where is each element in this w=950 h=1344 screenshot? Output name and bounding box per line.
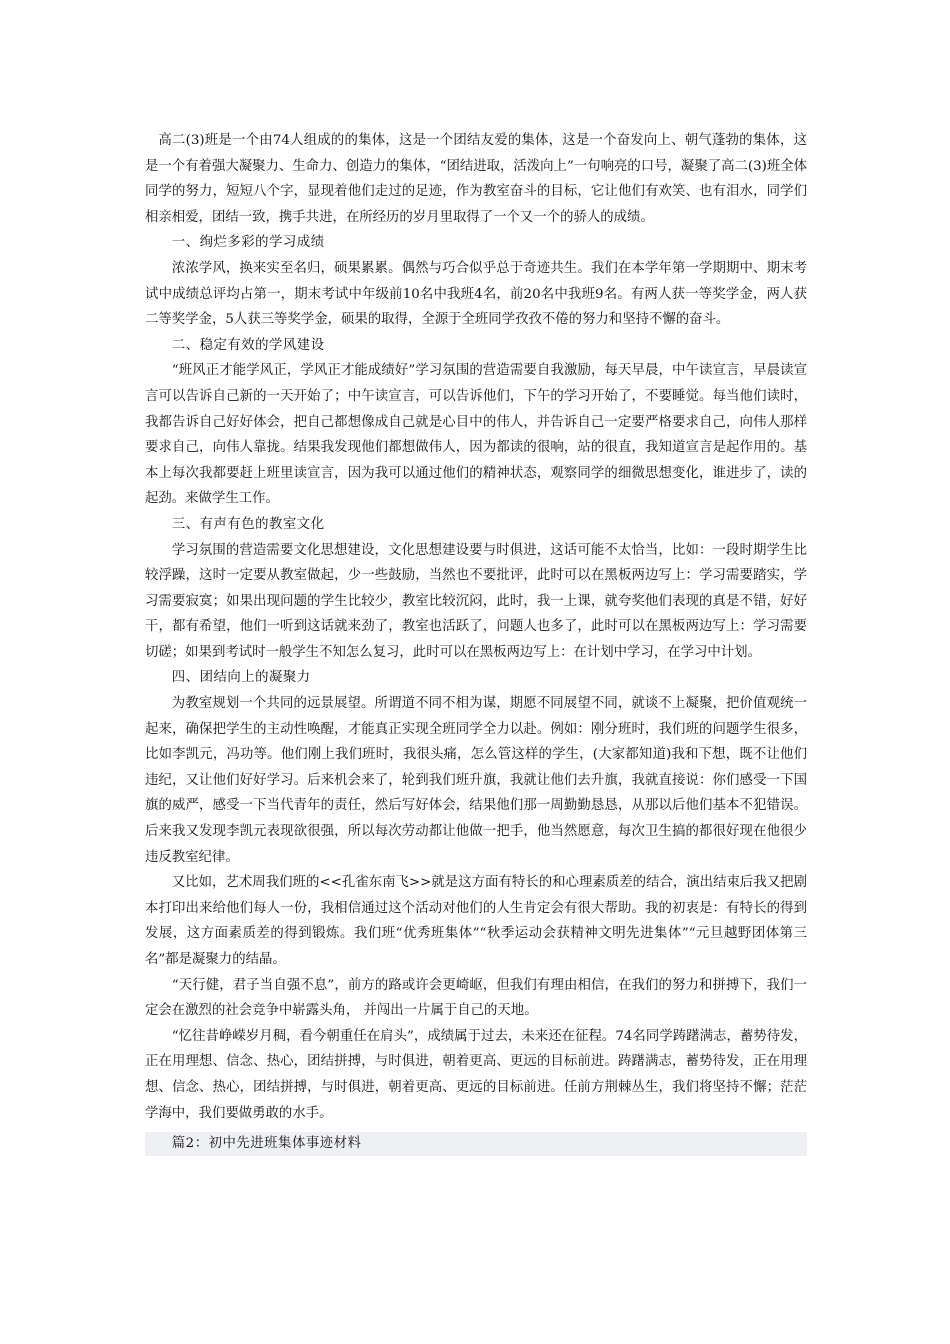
paragraph-cohesion-2: 又比如，艺术周我们班的<<孔雀东南飞>>就是这方面有特长的和心理素质差的结合，演出结束后我又把剧本打印出来给他们每人一份，我相信通过这个活动对他们的人生肯定会有很大帮助。我的初衷是：有特长的得到发展，这方面素质差的得到锻炼。我们班“优秀班集体”“秋季运动会获精神文明先进集体”“元旦越野团体第三名”都是凝聚力的结晶。: [145, 875, 807, 967]
section-heading-study-results: 一、绚烂多彩的学习成绩: [171, 235, 325, 251]
paragraph-cohesion-3: “天行健，君子当自强不息”，前方的路或许会更崎岖，但我们有理由相信，在我们的努力和拼搏下，我们一定会在激烈的社会竞争中崭露头角， 并闯出一片属于自己的天地。: [145, 977, 807, 1019]
paragraph-cohesion-4: “忆往昔峥嵘岁月稠，看今朝重任在肩头”，成绩属于过去，未来还在征程。74名同学踌躇满志，蓄势待发，正在用理想、信念、热心，团结拼搏，与时俱进，朝着更高、更远的目标前进。踌躇满志，蓄势待发，正在用理想、信念、热心，团结拼搏，与时俱进，朝着更高、更远的目标前进。任前方荆棘丛生，我们将坚持不懈；茫茫学海中，我们要做勇敢的水手。: [145, 1028, 807, 1121]
next-article-title: 篇2：初中先进班集体事迹材料: [145, 1132, 807, 1156]
section-heading-classroom-culture: 三、有声有色的教室文化: [171, 516, 325, 532]
section-heading-study-style: 二、稳定有效的学风建设: [171, 337, 325, 353]
section-heading-cohesion: 四、团结向上的凝聚力: [171, 670, 311, 686]
paragraph-cohesion-1: 为教室规划一个共同的远景展望。所谓道不同不相为谋，期愿不同展望不同，就谈不上凝聚，把价值观统一起来，确保把学生的主动性唤醒，才能真正实现全班同学全力以赴。例如：刚分班时，我们班的问题学生很多，比如李凯元，冯功等。他们刚上我们班时，我很头痛，怎么管这样的学生，(大家都知道)我和下想，既不让他们违纪，又让他们好好学习。后来机会来了，轮到我们班升旗，我就让他们去升旗，我就直接说：你们感受一下国旗的威严，感受一下当代青年的责任，然后写好体会，结果他们那一周勤勤恳恳，从那以后他们基本不犯错误。后来我又发现李凯元表现欲很强，所以每次劳动都让他做一把手，他当然愿意，每次卫生搞的都很好现在他很少违反教室纪律。: [145, 696, 807, 865]
paragraph-classroom-culture: 学习氛围的营造需要文化思想建设，文化思想建设要与时俱进，这话可能不太恰当，比如：一段时期学生比较浮躁，这时一定要从教室做起，少一些鼓励，当然也不要批评，此时可以在黑板两边写上：学习需要踏实，学习需要寂寞；如果出现问题的学生比较少，教室比较沉闷，此时，我一上课，就夸奖他们表现的真是不错，好好干，都有希望，他们一听到这话就来劲了，教室也活跃了，问题人也多了，此时可以在黑板两边写上：学习需要切磋；如果到考试时一般学生不知怎么复习，此时可以在黑板两边写上：在计划中学习，在学习中计划。: [145, 542, 807, 660]
intro-paragraph: 高二(3)班是一个由74人组成的的集体，这是一个团结友爱的集体，这是一个奋发向上、朝气蓬勃的集体，这是一个有着强大凝聚力、生命力、创造力的集体，“团结进取，活泼向上”一句响亮的口号，凝聚了高二(3)班全体同学的努力，短短八个字，显现着他们走过的足迹，作为教室奋斗的目标，它让他们有欢笑、也有泪水，同学们相亲相爱，团结一致，携手共进，在所经历的岁月里取得了一个又一个的骄人的成绩。: [145, 133, 808, 225]
paragraph-study-style: “班风正才能学风正，学风正才能成绩好”学习氛围的营造需要自我激励，每天早晨，中午读宣言，早晨读宣言可以告诉自己新的一天开始了；中午读宣言，可以告诉他们，下午的学习开始了，不要睡觉。每当他们读时，我都告诉自己好好体会，把自己都想像成自己就是心目中的伟人，并告诉自己一定要严格要求自己，向伟人那样要求自己，向伟人靠拢。结果我发现他们都想做伟人，因为都读的很响，站的很直，我知道宣言是起作用的。基本上每次我都要赶上班里读宣言，因为我可以通过他们的精神状态，观察同学的细微思想变化，谁进步了，读的起劲。来做学生工作。: [145, 363, 807, 507]
paragraph-study-results: 浓浓学风，换来实至名归，硕果累累。偶然与巧合似乎总于奇迹共生。我们在本学年第一学期期中、期末考试中成绩总评均占第一，期末考试中年级前10名中我班4名，前20名中我班9名。有两人获一等奖学金，两人获二等奖学金，5人获三等奖学金，硕果的取得，全源于全班同学孜孜不倦的努力和坚持不懈的奋斗。: [145, 260, 807, 328]
document-body: [145, 128, 807, 1156]
